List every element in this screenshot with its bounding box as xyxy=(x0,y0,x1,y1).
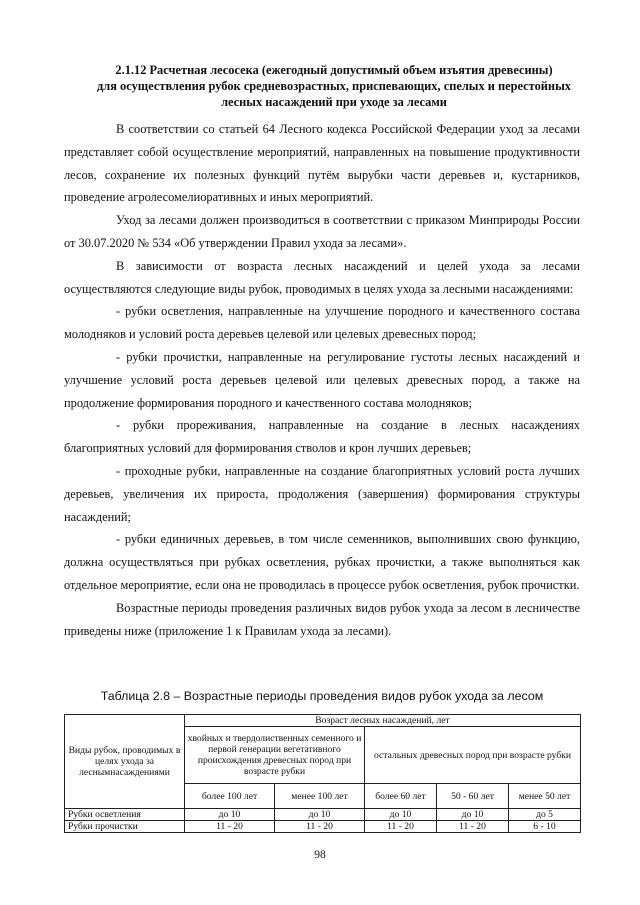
table-row xyxy=(65,809,581,821)
paragraph: В соответствии со статьей 64 Лесного кодекса Российской Федерации уход за лесами представляет собой осуществление мероприятий, направленных на повышение продуктивности лесов, сохранение их полезных функций путём вырубки части деревьев и, кустарников, проведение агролесомелиоративных и иных мероприятий. xyxy=(64,122,580,205)
value-cell: 11 - 20 xyxy=(365,821,437,833)
row-name-cell: Рубки прочистки xyxy=(65,821,185,833)
group-header-cell: хвойных и твердолиственных семенного и первой генерации вегетативного происхождения древесных пород при возрасте рубки xyxy=(185,727,365,784)
value-cell: до 5 xyxy=(509,809,581,821)
list-item: - рубки единичных деревьев, в том числе семенников, выполнивших свою функцию, должна осуществляться при рубках осветления, рубках прочистки, а также выполняться как отдельное мероприятие, если она не проводилась в процессе рубок осветления, рубок прочистки. xyxy=(64,532,580,592)
subheader-cell: более 60 лет xyxy=(365,784,437,809)
list-item: - проходные рубки, направленные на создание благоприятных условий роста лучших деревьев, увеличения их прироста, продолжения (завершения) формирования структуры насаждений; xyxy=(64,463,580,524)
row-header-cell: Виды рубок, проводимых в целях ухода за леснымнасаждениями xyxy=(65,715,185,809)
subheader-cell: менее 100 лет xyxy=(275,784,365,809)
body-text xyxy=(64,118,580,642)
list-item: - рубки прореживания, направленные на создание в лесных насаждениях благоприятных условий для формирования стволов и крон лучших деревьев; xyxy=(64,418,580,456)
list-item: - рубки осветления, направленные на улучшение породного и качественного состава молодняков и условий роста деревьев целевой или целевых древесных пород; xyxy=(64,304,580,342)
table-caption: Таблица 2.8 – Возрастные периоды проведения видов рубок ухода за лесом xyxy=(100,689,544,703)
value-cell: до 10 xyxy=(365,809,437,821)
paragraph: Уход за лесами должен производиться в соответствии с приказом Минприроды России от 30.07.2020 № 534 «Об утверждении Правил ухода за лесами». xyxy=(64,213,580,250)
value-cell: 6 - 10 xyxy=(509,821,581,833)
table-row xyxy=(65,821,581,833)
value-cell: до 10 xyxy=(185,809,275,821)
subheader-cell: менее 50 лет xyxy=(509,784,581,809)
group-header-cell: остальных древесных пород при возрасте рубки xyxy=(365,727,581,784)
value-cell: 11 - 20 xyxy=(275,821,365,833)
value-cell: 11 - 20 xyxy=(185,821,275,833)
list-item: - рубки прочистки, направленные на регулирование густоты лесных насаждений и улучшение условий роста деревьев целевой или целевых древесных пород, а также на продолжение формирования породного и качественного состава молодняков; xyxy=(64,349,580,410)
section-heading xyxy=(64,62,604,110)
value-cell: до 10 xyxy=(275,809,365,821)
age-header-cell: Возраст лесных насаждений, лет xyxy=(185,715,581,727)
value-cell: 11 - 20 xyxy=(437,821,509,833)
heading-line: для осуществления рубок средневозрастных, приспевающих, спелых и перестойных xyxy=(97,79,571,93)
subheader-cell: более 100 лет xyxy=(185,784,275,809)
heading-line: 2.1.12 Расчетная лесосека (ежегодный допустимый объем изъятия древесины) xyxy=(115,63,553,77)
page-number: 98 xyxy=(314,849,326,861)
paragraph: В зависимости от возраста лесных насаждений и целей ухода за лесами осуществляются следующие виды рубок, проводимых в целях ухода за лесными насаждениями: xyxy=(64,258,580,296)
value-cell: до 10 xyxy=(437,809,509,821)
subheader-cell: 50 - 60 лет xyxy=(437,784,509,809)
cutting-periods-table xyxy=(64,714,581,833)
heading-line: лесных насаждений при уходе за лесами xyxy=(221,95,447,109)
paragraph: Возрастные периоды проведения различных видов рубок ухода за лесом в лесничестве приведены ниже (приложение 1 к Правилам ухода за лесами). xyxy=(64,600,580,638)
row-name-cell: Рубки осветления xyxy=(65,809,185,821)
